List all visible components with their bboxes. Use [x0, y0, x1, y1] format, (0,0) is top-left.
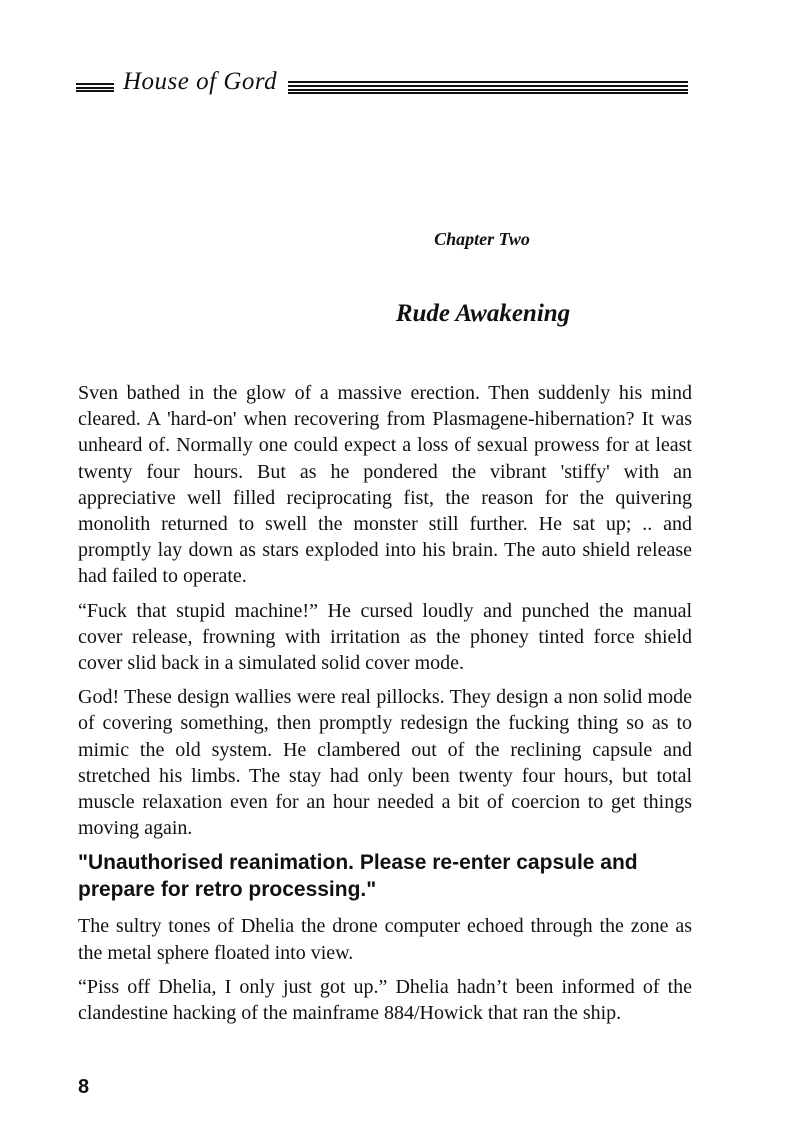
paragraph: God! These design wallies were real pillocks. They design a non solid mode of covering something, then promptly redesign the fucking thing so as to mimic the old system. He clambered out of the reclining capsule and stretched his limbs. The stay had only been twenty four hours, but total muscle relaxation even for an hour needed a bit of coercion to get things moving again. — [78, 686, 692, 840]
chapter-title: Rude Awakening — [395, 300, 571, 327]
paragraph: The sultry tones of Dhelia the drone computer echoed through the zone as the metal sphere floated into view. — [78, 915, 692, 964]
page-number: 8 — [78, 1076, 90, 1098]
paragraph: Sven bathed in the glow of a massive erection. Then suddenly his mind cleared. A 'hard-on' when recovering from Plasmagene-hibernation? It was unheard of. Normally one could expect a loss of sexual prowess for at least twenty four hours. But as he pondered the vibrant 'stiffy' with an appreciative well filled reciprocating fist, the reason for the quivering monolith returned to swell the monster still further. He sat up; .. and promptly lay down as stars exploded into his brain. The auto shield release had failed to operate. — [78, 382, 692, 588]
running-header — [76, 66, 688, 102]
header-title: House of Gord — [123, 68, 278, 95]
paragraph: “Fuck that stupid machine!” He cursed loudly and punched the manual cover release, frowning with irritation as the phoney tinted force shield cover slid back in a simulated solid cover mode. — [78, 599, 692, 675]
chapter-label: Chapter Two — [434, 229, 530, 249]
computer-announcement: "Unauthorised reanimation. Please re-enter capsule and prepare for retro processing." — [78, 851, 638, 902]
header-rule-right — [288, 81, 688, 94]
paragraph: “Piss off Dhelia, I only just got up.” Dhelia hadn’t been informed of the clandestine hacking of the mainframe 884/Howick that ran the ship. — [78, 975, 692, 1025]
header-rule-left — [76, 83, 114, 92]
body-text — [78, 380, 692, 1034]
